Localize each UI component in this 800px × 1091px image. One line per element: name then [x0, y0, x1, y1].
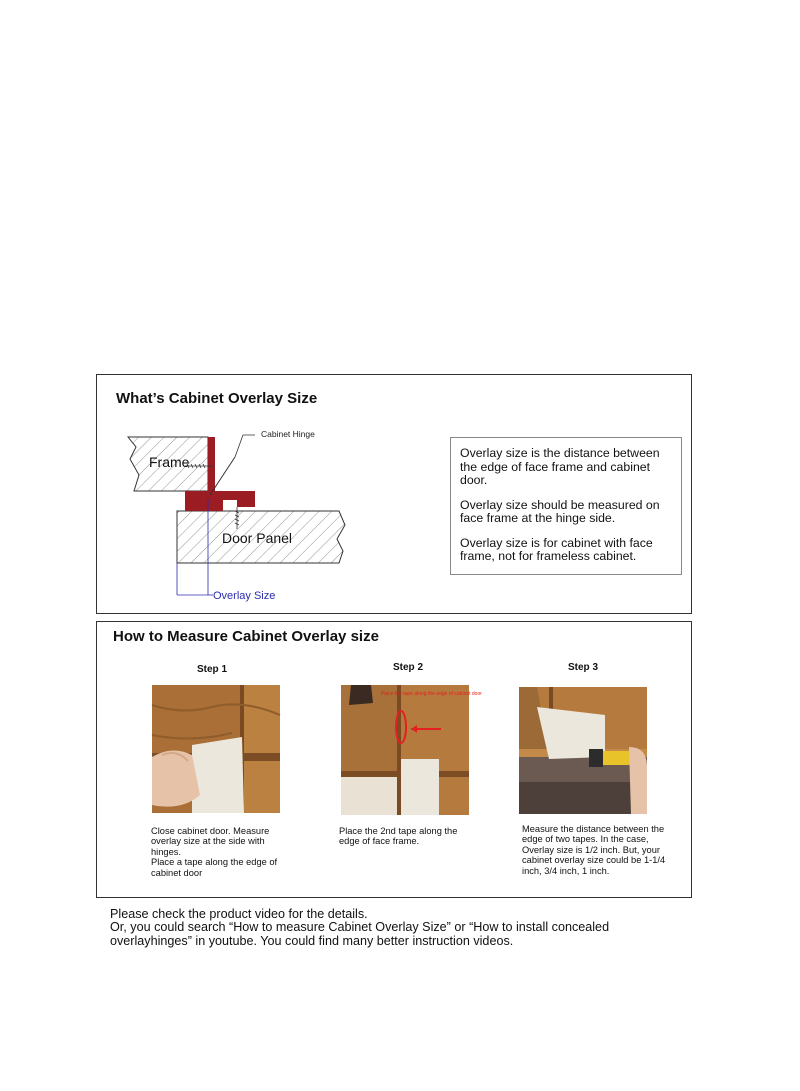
step-2-photo-note: Place the tape along the edge of cabinet door	[381, 691, 482, 697]
explanation-paragraph: Overlay size is for cabinet with face frame, not for frameless cabinet.	[460, 535, 653, 563]
frame-label: Frame	[149, 454, 190, 470]
cabinet-hinge-label: Cabinet Hinge	[261, 429, 315, 439]
hinge-base	[185, 491, 255, 500]
section-title-overlay-size: What’s Cabinet Overlay Size	[116, 390, 318, 407]
footer-line: overlayhinges” in youtube. You could find many better instruction videos.	[110, 933, 514, 948]
step-3-title: Step 3	[568, 662, 599, 673]
step-2-photo	[341, 685, 482, 815]
overlay-diagram	[125, 425, 385, 610]
door-panel-label: Door Panel	[222, 530, 293, 546]
step-1-title: Step 1	[197, 664, 228, 675]
overlay-size-label: Overlay Size	[213, 590, 276, 602]
explanation-paragraph: Overlay size should be measured on face frame at the hinge side.	[460, 497, 660, 525]
hinge-tab	[237, 499, 255, 507]
footer-text	[110, 908, 670, 948]
step-1-caption: Close cabinet door. Measure overlay size at the side with hinges. Place a tape along the edge of cabinet door	[151, 826, 278, 878]
step-3-caption: Measure the distance between the edge of two tapes. In the case, Overlay size is 1/2 inch. But, your cabinet overlay size could be 1-1/4 inch, 3/4 inch, 1 inch.	[522, 824, 666, 876]
step-2-caption: Place the 2nd tape along the edge of face frame.	[339, 826, 458, 847]
section-title-measure: How to Measure Cabinet Overlay size	[113, 628, 379, 645]
hinge-leader	[235, 435, 255, 457]
overlay-explanation	[450, 437, 682, 575]
hinge-plate	[185, 499, 223, 511]
footer-line: Or, you could search “How to measure Cabinet Overlay Size” or “How to install concealed	[110, 920, 610, 935]
step-1-photo	[152, 685, 280, 813]
measure-overlay-section	[96, 621, 692, 898]
overlay-size-section	[96, 374, 692, 614]
explanation-paragraph: Overlay size is the distance between the edge of face frame and cabinet door.	[460, 446, 660, 487]
step-2-title: Step 2	[393, 662, 424, 673]
footer-line: Please check the product video for the details.	[110, 907, 368, 921]
step-3-photo	[519, 687, 647, 814]
